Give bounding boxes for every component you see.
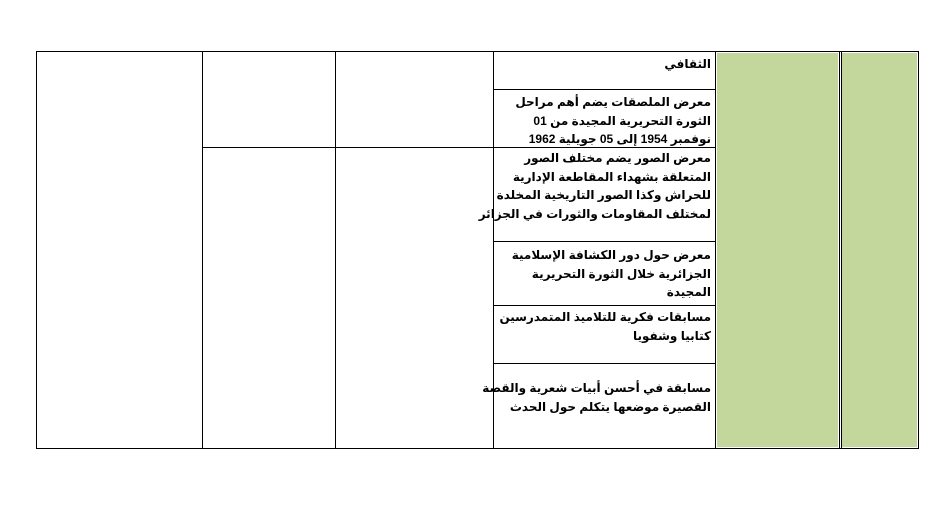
- cell-line: لمختلف المقاومات والثورات في الجزائر: [478, 206, 711, 221]
- cell-line: كتابيا وشفويا: [632, 328, 711, 343]
- cell-posters-exhibition: [515, 93, 711, 149]
- cell-line: معرض الملصقات يضم أهم مراحل: [515, 95, 711, 109]
- row-divider: [493, 305, 715, 306]
- cell-line: معرض حول دور الكشافة الإسلامية: [511, 248, 711, 262]
- cell-cultural: [664, 55, 711, 74]
- cell-line: مسابقة في أحسن أبيات شعرية والقصة: [482, 381, 711, 395]
- row-divider: [493, 89, 715, 90]
- column-divider: [202, 52, 203, 448]
- row-divider: [493, 241, 715, 242]
- cell-line: نوفمبر 1954 إلى 05 جويلية 1962: [528, 132, 711, 146]
- cell-line: المجيدة: [666, 285, 711, 299]
- cell-line: الجزائرية خلال الثورة التحريرية: [531, 266, 711, 281]
- cell-line: للحراش وكذا الصور التاريخية المخلدة: [496, 188, 711, 202]
- program-table: [36, 51, 919, 449]
- column-divider: [841, 52, 842, 448]
- cell-poetry-contest: [482, 379, 711, 416]
- column-divider: [839, 52, 840, 448]
- cell-line: الثقافي: [664, 57, 711, 71]
- cell-line: الثورة التحريرية المجيدة من 01: [533, 113, 711, 128]
- cell-scouts-exhibition: [512, 246, 711, 302]
- green-column-mid: [717, 53, 838, 447]
- cell-line: مسابقات فكرية للتلاميذ المتمدرسين: [499, 310, 711, 324]
- cell-photo-exhibition: [479, 149, 711, 223]
- cell-intellectual-contests: [499, 308, 711, 345]
- column-divider: [335, 52, 336, 448]
- green-column-right: [842, 53, 917, 447]
- column-divider: [715, 52, 716, 448]
- cell-line: المتعلقة بشهداء المقاطعة الإدارية: [512, 169, 711, 184]
- cell-line: القصيرة موضعها يتكلم حول الحدث: [509, 399, 711, 414]
- cell-line: معرض الصور يضم مختلف الصور: [524, 151, 711, 165]
- row-divider: [493, 363, 715, 364]
